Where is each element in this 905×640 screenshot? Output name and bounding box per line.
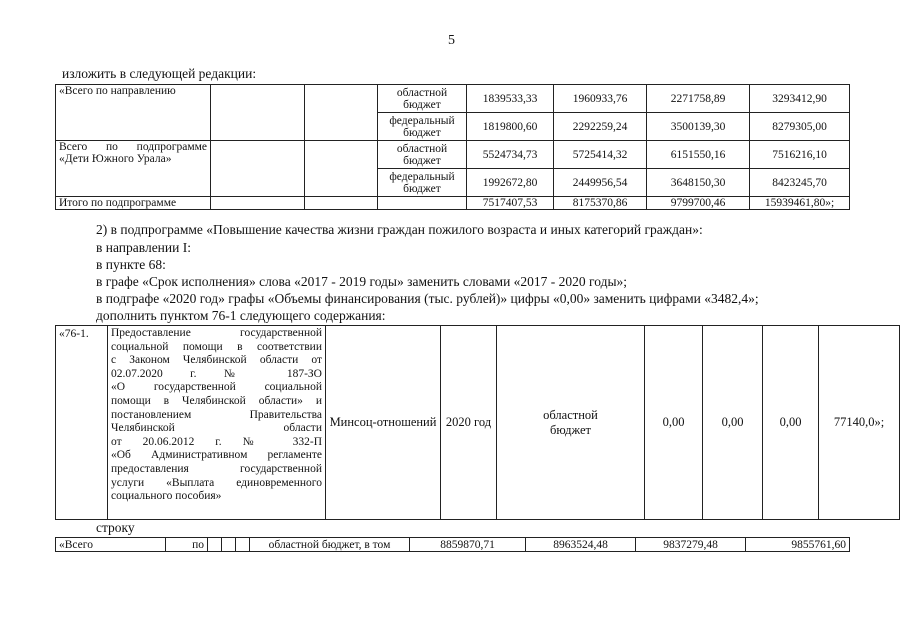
- description-line: услуги «Выплата единовременного: [111, 476, 322, 489]
- value-cell: 2271758,89: [647, 85, 750, 113]
- description-line: социальной помощи в соответствии: [111, 340, 322, 353]
- paragraph: в подграфе «2020 год» графы «Объемы финансирования (тыс. рублей)» цифры «0,00» заменить цифрами «3482,4»;: [96, 291, 759, 306]
- budget-cell: областной бюджет: [378, 141, 467, 169]
- value-cell: 0,00: [763, 326, 819, 520]
- summary-label: «Всего: [56, 538, 166, 552]
- budget-cell: областной бюджет: [497, 326, 645, 520]
- value-cell: 1819800,60: [467, 113, 554, 141]
- funding-table-top: [55, 84, 850, 210]
- table-row: [56, 85, 850, 113]
- value-cell: 8279305,00: [750, 113, 850, 141]
- value-cell: 0,00: [703, 326, 763, 520]
- page-number: 5: [448, 33, 455, 48]
- value-cell: 3648150,30: [647, 169, 750, 197]
- description-line: постановлением Правительства: [111, 408, 322, 421]
- table-row: [56, 326, 900, 520]
- value-cell: 1960933,76: [554, 85, 647, 113]
- description-line: помощи в Челябинской области» и: [111, 394, 322, 407]
- value-cell: 8859870,71: [410, 538, 526, 552]
- value-cell: 9855761,60: [746, 538, 850, 552]
- description-line: социального пособия»: [111, 490, 222, 503]
- value-cell: 77140,0»;: [819, 326, 900, 520]
- value-cell: 1839533,33: [467, 85, 554, 113]
- budget-cell: областной бюджет: [378, 85, 467, 113]
- value-cell: 3293412,90: [750, 85, 850, 113]
- item-number: «76-1.: [56, 326, 108, 520]
- year-cell: 2020 год: [441, 326, 497, 520]
- description-line: от 20.06.2012 г. № 332-П: [111, 435, 322, 448]
- summary-row-table: [55, 537, 850, 552]
- description-line: «О государственной социальной: [111, 381, 322, 394]
- value-cell: 8423245,70: [750, 169, 850, 197]
- table-row: [56, 141, 850, 169]
- value-cell: 1992672,80: [467, 169, 554, 197]
- description-line: Предоставление государственной: [111, 327, 322, 339]
- item-76-1-table: [55, 325, 900, 520]
- executor-cell: Минсоц-отношений: [326, 326, 441, 520]
- paragraph: в пункте 68:: [96, 257, 166, 272]
- item-description: [108, 326, 326, 520]
- total-row: [56, 197, 850, 210]
- description-line: «Об Административном регламенте: [111, 449, 322, 462]
- total-label: Итого по подпрограмме: [56, 197, 211, 210]
- value-cell: 3500139,30: [647, 113, 750, 141]
- paragraph: в графе «Срок исполнения» слова «2017 - 2019 годы» заменить словами «2017 - 2020 годы»;: [96, 274, 628, 289]
- description-line: предоставления государственной: [111, 462, 322, 475]
- paragraph: 2) в подпрограмме «Повышение качества жизни граждан пожилого возраста и иных категорий граждан»:: [96, 222, 703, 237]
- budget-cell: областной бюджет, в том: [250, 538, 410, 552]
- paragraph: в направлении I:: [96, 240, 191, 255]
- total-value: 9799700,46: [647, 197, 750, 210]
- summary-label: по: [166, 538, 208, 552]
- intro-line: изложить в следующей редакции:: [62, 66, 257, 81]
- budget-cell: федеральный бюджет: [378, 113, 467, 141]
- value-cell: 2449956,54: [554, 169, 647, 197]
- value-cell: 7516216,10: [750, 141, 850, 169]
- total-value: 8175370,86: [554, 197, 647, 210]
- value-cell: 2292259,24: [554, 113, 647, 141]
- value-cell: 9837279,48: [636, 538, 746, 552]
- value-cell: 8963524,48: [526, 538, 636, 552]
- description-line: Челябинской области: [111, 422, 322, 435]
- value-cell: 6151550,16: [647, 141, 750, 169]
- value-cell: 0,00: [645, 326, 703, 520]
- value-cell: 5725414,32: [554, 141, 647, 169]
- value-cell: 5524734,73: [467, 141, 554, 169]
- table-row: [56, 538, 850, 552]
- after-word: строку: [96, 520, 135, 535]
- row-label: «Всего по направлению: [56, 85, 211, 141]
- total-value: 15939461,80»;: [750, 197, 850, 210]
- total-value: 7517407,53: [467, 197, 554, 210]
- description-line: с Законом Челябинской области от: [111, 354, 322, 367]
- row-label: Всего по подпрограмме «Дети Южного Урала»: [56, 141, 211, 197]
- description-line: 02.07.2020 г. № 187-ЗО: [111, 367, 322, 380]
- paragraph: дополнить пунктом 76-1 следующего содержания:: [96, 308, 386, 323]
- budget-cell: федеральный бюджет: [378, 169, 467, 197]
